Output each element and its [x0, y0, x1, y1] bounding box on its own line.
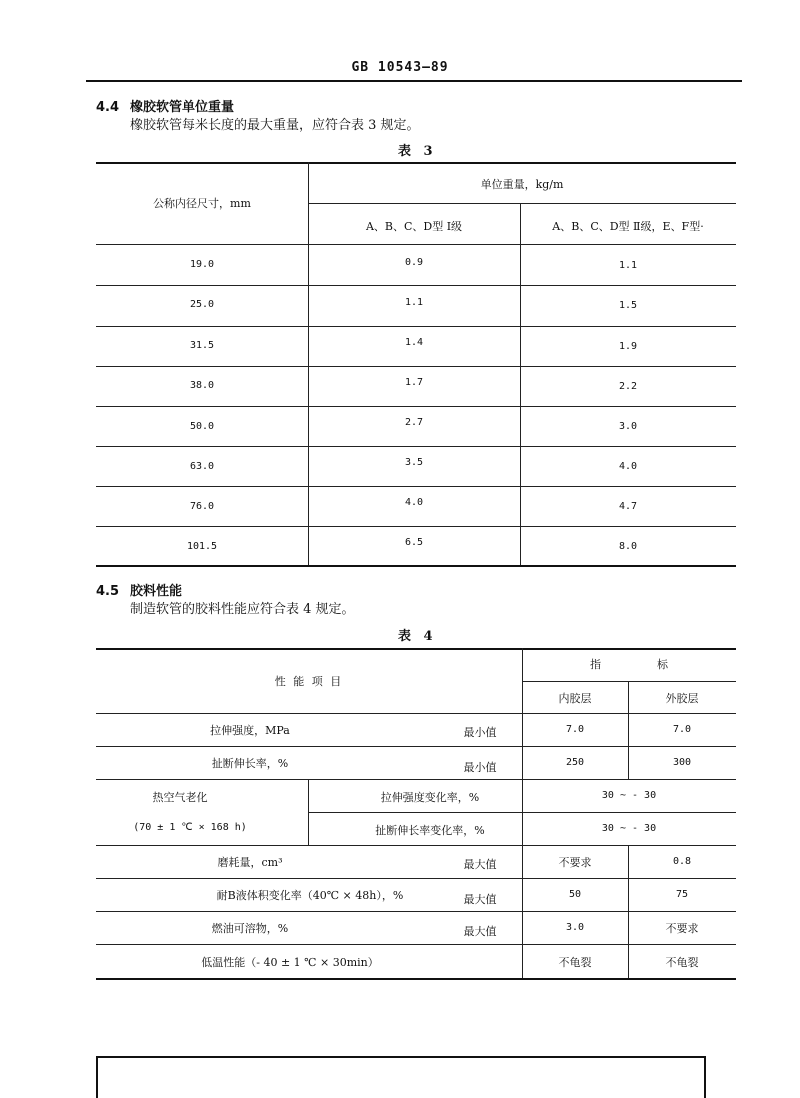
weight-class1: 6.5	[404, 537, 424, 548]
weight-class2: 1.1	[618, 260, 638, 271]
nominal-diameter: 38.0	[189, 380, 215, 391]
section-4-4-text: 橡胶软管每米长度的最大重量，应符合表 3 规定。	[130, 118, 420, 133]
section-title: 橡胶软管单位重量	[130, 100, 235, 115]
combined-value: 30 ~ - 30	[601, 790, 657, 801]
weight-class2: 1.9	[618, 341, 638, 352]
limit-type: 最小值	[463, 726, 497, 739]
section-4-5-text: 制造软管的胶料性能应符合表 4 规定。	[130, 602, 355, 617]
table-rule	[96, 878, 736, 879]
section-number: 4.4	[96, 100, 120, 115]
inner-value: 7.0	[565, 724, 585, 735]
outer-layer-header: 外胶层	[665, 692, 699, 705]
weight-class2: 8.0	[618, 541, 638, 552]
table-rule	[96, 326, 736, 327]
weight-class1: 1.7	[404, 377, 424, 388]
table-3-group-header: 单位重量，kg/m	[480, 178, 564, 191]
nominal-diameter: 19.0	[189, 259, 215, 270]
table-rule	[96, 648, 736, 650]
weight-class1: 0.9	[404, 257, 424, 268]
outer-value: 75	[675, 889, 689, 900]
aging-condition: (70 ± 1 ℃ × 168 h)	[133, 822, 247, 833]
table-rule	[96, 526, 736, 527]
property-name: 燃油可溶物，%	[211, 922, 289, 935]
section-4-5-heading	[96, 580, 182, 599]
outer-value: 300	[672, 757, 692, 768]
outer-value: 不要求	[665, 922, 699, 935]
header-rule	[86, 80, 742, 82]
table-rule	[96, 366, 736, 367]
weight-class2: 4.7	[618, 501, 638, 512]
weight-class2: 3.0	[618, 421, 638, 432]
weight-class1: 1.4	[404, 337, 424, 348]
table-rule	[96, 446, 736, 447]
property-name: 扯断伸长率，%	[211, 757, 289, 770]
nominal-diameter: 25.0	[189, 299, 215, 310]
weight-class1: 4.0	[404, 497, 424, 508]
property-name: 热空气老化	[152, 791, 208, 804]
footer-frame	[96, 1056, 706, 1098]
inner-value: 3.0	[565, 922, 585, 933]
inner-value: 不要求	[558, 856, 592, 869]
table-3-col1-header: 公称内径尺寸，mm	[153, 197, 251, 210]
table-rule	[96, 746, 736, 747]
section-4-4-heading	[96, 96, 234, 115]
table-rule	[96, 779, 736, 780]
weight-class1: 3.5	[404, 457, 424, 468]
inner-value: 250	[565, 757, 585, 768]
table-3-subheader-class1: A、B、C、D型 Ⅰ级	[365, 220, 463, 233]
column-divider	[308, 779, 309, 845]
weight-class2: 2.2	[618, 381, 638, 392]
sub-property-name: 拉伸强度变化率，%	[380, 791, 480, 804]
limit-type: 最大值	[463, 925, 497, 938]
table-3-subheader-class2: A、B、C、D型 Ⅱ级，E、F型·	[552, 220, 704, 233]
inner-value: 50	[568, 889, 582, 900]
table-rule	[96, 944, 736, 945]
table-rule	[96, 244, 736, 245]
limit-type: 最大值	[463, 893, 497, 906]
standard-code: GB 10543—89	[351, 60, 449, 75]
table-3-caption: 表 3	[398, 144, 437, 159]
weight-class1: 1.1	[404, 297, 424, 308]
combined-value: 30 ~ - 30	[601, 823, 657, 834]
table-rule	[96, 911, 736, 912]
weight-class2: 4.0	[618, 461, 638, 472]
table-rule	[96, 406, 736, 407]
table-rule	[96, 565, 736, 567]
outer-value: 7.0	[672, 724, 692, 735]
table-rule	[96, 713, 736, 714]
nominal-diameter: 76.0	[189, 501, 215, 512]
table-rule	[96, 285, 736, 286]
property-name: 低温性能（- 40 ± 1 ℃ × 30min）	[201, 956, 379, 969]
inner-layer-header: 内胶层	[558, 692, 592, 705]
section-number: 4.5	[96, 584, 120, 599]
outer-value: 不龟裂	[665, 956, 699, 969]
nominal-diameter: 101.5	[186, 541, 218, 552]
weight-class2: 1.5	[618, 300, 638, 311]
nominal-diameter: 31.5	[189, 340, 215, 351]
table-rule	[308, 203, 736, 204]
sub-property-name: 扯断伸长率变化率，%	[375, 824, 485, 837]
property-name: 耐B液体积变化率（40℃ × 48h），%	[216, 889, 404, 902]
table-rule	[96, 162, 736, 164]
table-rule	[96, 978, 736, 980]
table-4-item-header: 性 能 项 目	[274, 675, 344, 688]
table-rule	[96, 845, 736, 846]
limit-type: 最大值	[463, 858, 497, 871]
section-title: 胶料性能	[130, 584, 183, 599]
nominal-diameter: 63.0	[189, 461, 215, 472]
property-name: 拉伸强度，MPa	[210, 724, 290, 737]
outer-value: 0.8	[672, 856, 692, 867]
property-name: 磨耗量，cm³	[217, 856, 283, 869]
weight-class1: 2.7	[404, 417, 424, 428]
table-rule	[96, 486, 736, 487]
inner-value: 不龟裂	[558, 956, 592, 969]
table-4-caption: 表 4	[398, 629, 437, 644]
table-rule	[522, 681, 736, 682]
limit-type: 最小值	[463, 761, 497, 774]
table-4-index-header: 指 标	[590, 658, 668, 671]
nominal-diameter: 50.0	[189, 421, 215, 432]
